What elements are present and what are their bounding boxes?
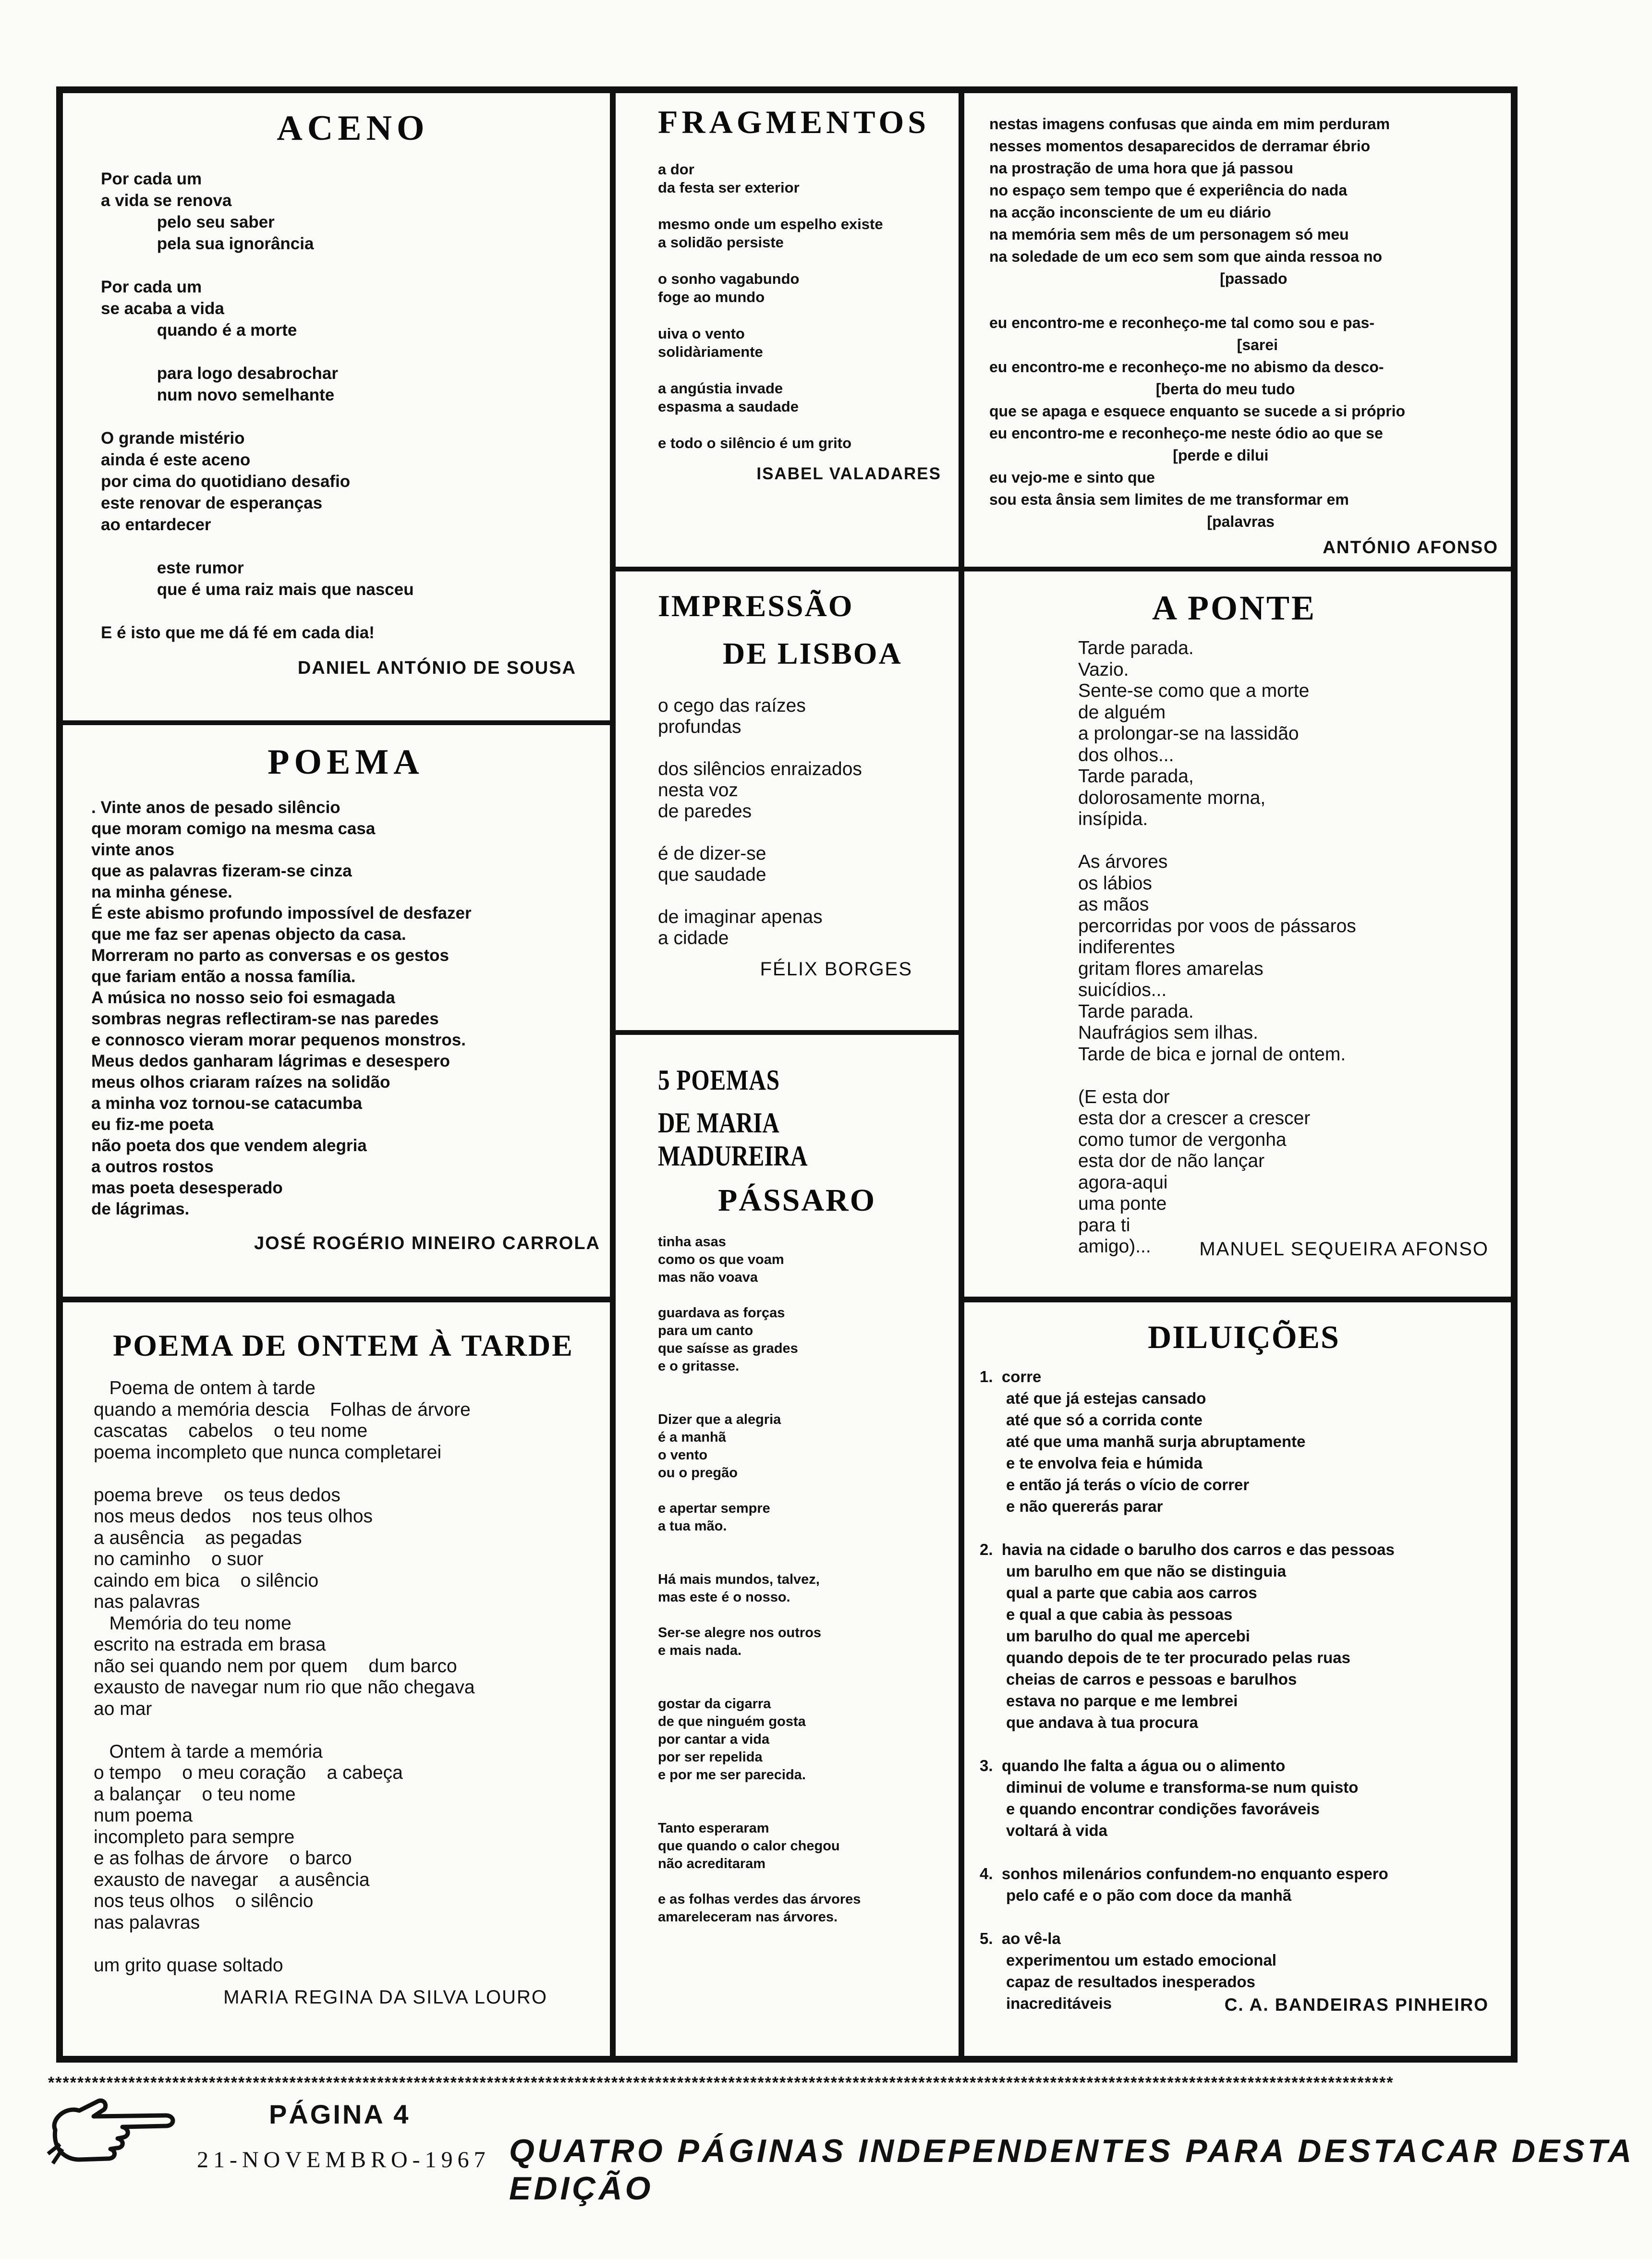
poem-line: até que só a corrida conte [980, 1411, 1203, 1429]
poem-line: pela sua ignorância [101, 234, 314, 253]
poem-line: é de dizer-se [658, 843, 766, 864]
poem-line: esta dor a crescer a crescer [1078, 1108, 1311, 1129]
poem-line: Há mais mundos, talvez, [658, 1572, 820, 1587]
poem-line: Por cada um [101, 170, 202, 188]
poem-line [101, 600, 605, 622]
poem-body [658, 695, 941, 949]
poem-line: na acção inconsciente de um eu diário [989, 204, 1271, 221]
issue-date: 21-NOVEMBRO-1967 [197, 2147, 490, 2173]
poem-line: escrito na estrada em brasa [94, 1634, 326, 1655]
poem-title: ACENO [277, 109, 429, 148]
divider-imagens-ponte [963, 567, 1515, 571]
poem-line [101, 255, 605, 276]
poem-line [658, 197, 941, 215]
poem-line: na memória sem mês de um personagem só meu [989, 226, 1349, 243]
poem-line: Por cada um [101, 278, 202, 296]
poem-line: mesmo onde um espelho existe [658, 216, 883, 232]
poem-line: no caminho o suor [94, 1549, 264, 1569]
poem-line [658, 1375, 946, 1393]
poem-line: para logo desabrochar [101, 364, 339, 383]
poem-line [94, 1463, 605, 1485]
poem-line [658, 1606, 946, 1624]
poem-line: poema incompleto que nunca completarei [94, 1442, 442, 1463]
poem-line: a balançar o teu nome [94, 1784, 296, 1805]
poem-line: gritam flores amarelas [1078, 958, 1263, 979]
poem-line: este renovar de esperanças [101, 494, 323, 512]
poem-line: exausto de navegar num rio que não chegava [94, 1677, 475, 1698]
divider-frag-impressao [615, 567, 960, 571]
poem-line: nestas imagens confusas que ainda em mim perduram [989, 115, 1390, 133]
poem-line [1078, 1065, 1498, 1087]
poem-body [658, 160, 941, 452]
poem-line: este rumor [101, 559, 244, 577]
poem-line [101, 341, 605, 363]
poem-line: As árvores [1078, 851, 1168, 872]
poem-title: DILUIÇÕES [1148, 1319, 1340, 1355]
poem-line: o tempo o meu coração a cabeça [94, 1762, 403, 1783]
poem-line [658, 1677, 946, 1695]
poem-line: nos teus olhos o silêncio [94, 1891, 314, 1911]
poem-line: eu vejo-me e sinto que [989, 469, 1155, 486]
poem-line: a tua mão. [658, 1518, 727, 1534]
poem-diluicoes [980, 1318, 1508, 2015]
poem-line: suicídios... [1078, 980, 1167, 1000]
poem-line [980, 1733, 1508, 1755]
poem-author: MANUEL SEQUEIRA AFONSO [1199, 1238, 1489, 1260]
poem-author: ANTÓNIO AFONSO [1323, 537, 1498, 557]
poem-line: o sonho vagabundo [658, 270, 800, 287]
poem-title: FRAGMENTOS [658, 104, 930, 140]
poem-madureira [658, 1064, 946, 1926]
poem-body [658, 1233, 946, 1926]
poem-line [989, 290, 1498, 312]
poem-line: e as folhas verdes das árvores [658, 1892, 861, 1907]
poem-line: que saísse as grades [658, 1341, 798, 1356]
poem-line: de paredes [658, 801, 752, 822]
poem-line: e não quererás parar [980, 1497, 1163, 1515]
poem-line [101, 535, 605, 557]
poem-line: Ontem à tarde a memória [94, 1741, 323, 1762]
poem-line: Tanto esperaram [658, 1821, 769, 1836]
poem-line: cheias de carros e pessoas e barulhos [980, 1670, 1297, 1688]
poem-line: a prolongar-se na lassidão [1078, 723, 1299, 744]
poem-line: a vida se renova [101, 191, 232, 210]
poem-line: tinha asas [658, 1234, 726, 1250]
poem-line: 1. corre [980, 1368, 1042, 1385]
poem-line: ainda é este aceno [101, 450, 251, 469]
poem-line: o cego das raízes [658, 695, 806, 716]
poem-line: uiva o vento [658, 325, 745, 342]
poem-line: não sei quando nem por quem dum barco [94, 1655, 457, 1676]
poem-line [980, 1906, 1508, 1928]
poem-title: POEMA DE ONTEM À TARDE [113, 1328, 574, 1362]
poem-line: e então já terás o vício de correr [980, 1476, 1250, 1494]
poem-line: a cidade [658, 928, 729, 948]
poem-line: por cima do quotidiano desafio [101, 472, 351, 491]
poem-line [658, 738, 941, 759]
poem-line: 5. ao vê-la [980, 1930, 1061, 1947]
poem-body [91, 797, 600, 1220]
poem-line: o vento [658, 1447, 708, 1463]
poem-line: Tarde parada, [1078, 766, 1194, 787]
poem-line: que saudade [658, 864, 766, 885]
poem-line: Vazio. [1078, 659, 1129, 680]
poem-title-line-3: PÁSSARO [718, 1183, 876, 1218]
poem-line: para um canto [658, 1323, 753, 1338]
poem-line [101, 406, 605, 427]
poem-line: ou o pregão [658, 1465, 738, 1481]
poem-author: ISABEL VALADARES [756, 464, 941, 483]
poem-line [658, 1535, 946, 1553]
poem-line [658, 416, 941, 434]
poem-line: incompleto para sempre [94, 1826, 295, 1847]
poem-line [658, 1873, 946, 1891]
poem-line: nesta voz [658, 780, 738, 801]
poem-line: ao mar [94, 1698, 152, 1719]
poem-line: Meus dedos ganharam lágrimas e desespero [91, 1052, 450, 1070]
poem-line: eu fiz-me poeta [91, 1115, 214, 1134]
poem-author: JOSÉ ROGÉRIO MINEIRO CARROLA [254, 1233, 600, 1253]
poem-line: vinte anos [91, 840, 175, 859]
poem-line: e as folhas de árvore o barco [94, 1848, 352, 1869]
poem-line: nesses momentos desaparecidos de derramar ébrio [989, 137, 1371, 155]
poem-line: da festa ser exterior [658, 179, 800, 196]
poem-imagens [989, 113, 1498, 558]
poem-line: não poeta dos que vendem alegria [91, 1136, 367, 1155]
poem-line: 3. quando lhe falta a água ou o alimento [980, 1757, 1286, 1774]
poem-line: Naufrágios sem ilhas. [1078, 1022, 1258, 1043]
poem-line: 2. havia na cidade o barulho dos carros e das pessoas [980, 1541, 1395, 1558]
poem-title-line-2: DE MARIA MADUREIRA [658, 1107, 808, 1172]
poem-line [658, 306, 941, 325]
poem-body [989, 113, 1498, 533]
poem-line: é a manhã [658, 1430, 726, 1445]
poem-line: nos meus dedos nos teus olhos [94, 1506, 373, 1527]
poem-line: a angústia invade [658, 380, 783, 397]
poem-ontem [82, 1328, 605, 2008]
poem-line: até que já estejas cansado [980, 1389, 1206, 1407]
poem-line: e o gritasse. [658, 1359, 740, 1374]
poem-line: capaz de resultados inesperados [980, 1973, 1256, 1991]
divider-ponte-diluicoes [963, 1297, 1515, 1302]
poem-line: eu encontro-me e reconheço-me tal como sou e pas- [989, 314, 1374, 331]
poem-line: pelo seu saber [101, 213, 275, 231]
poem-line: quando a memória descia Folhas de árvore [94, 1399, 471, 1420]
poem-line: Sente-se como que a morte [1078, 680, 1310, 701]
poem-line [94, 1720, 605, 1741]
poem-line: A música no nosso seio foi esmagada [91, 988, 395, 1007]
poem-line: a minha voz tornou-se catacumba [91, 1094, 363, 1113]
divider-poema-ontem [60, 1297, 612, 1302]
column-divider-1 [610, 89, 616, 2060]
poem-line: uma ponte [1078, 1193, 1167, 1214]
poem-line: na soledade de um eco sem som que ainda ressoa no [989, 248, 1383, 265]
poem-line: poema breve os teus dedos [94, 1484, 340, 1506]
poem-line: [sarei [989, 336, 1278, 353]
poem-line: insípida. [1078, 809, 1148, 829]
poem-line [1078, 830, 1498, 852]
poem-line: nas palavras [94, 1591, 200, 1612]
poem-line: por cantar a vida [658, 1732, 770, 1747]
poem-body [101, 168, 605, 644]
poem-aceno [101, 108, 605, 679]
poem-line: e mais nada. [658, 1643, 742, 1658]
poem-line: estava no parque e me lembrei [980, 1692, 1238, 1710]
poem-line: quando é a morte [101, 321, 297, 340]
poem-title-line-1: 5 POEMAS [658, 1064, 780, 1096]
poem-line: a solidão persiste [658, 234, 784, 251]
poem-line: profundas [658, 717, 741, 737]
poem-line: Tarde parada. [1078, 638, 1194, 658]
poem-line: Morreram no parto as conversas e os gestos [91, 946, 449, 965]
poem-impressao [658, 588, 941, 980]
poem-line: voltará à vida [980, 1822, 1107, 1839]
poem-line: que as palavras fizeram-se cinza [91, 862, 352, 880]
poem-line: de lágrimas. [91, 1200, 190, 1218]
poem-line: num poema [94, 1805, 193, 1826]
poem-line: diminui de volume e transforma-se num quisto [980, 1778, 1359, 1796]
poem-line: espasma a saudade [658, 398, 799, 415]
poem-line: mas poeta desesperado [91, 1178, 283, 1197]
poem-line [980, 1841, 1508, 1863]
poem-line: pelo café e o pão com doce da manhã [980, 1886, 1292, 1904]
poem-line: se acaba a vida [101, 299, 224, 318]
poem-title-line-2: DE LISBOA [723, 636, 902, 670]
poem-line: Ser-se alegre nos outros [658, 1625, 822, 1640]
poem-line: a dor [658, 161, 694, 178]
poem-line: de que ninguém gosta [658, 1714, 806, 1729]
poem-line: e connosco vieram morar pequenos monstros. [91, 1031, 466, 1049]
poem-line: que é uma raiz mais que nasceu [101, 580, 414, 599]
poem-title: A PONTE [1152, 589, 1317, 627]
poem-line: como tumor de vergonha [1078, 1129, 1287, 1150]
poem-body [82, 1378, 605, 1976]
poem-line: [berta do meu tudo [989, 380, 1295, 398]
poem-line: E é isto que me dá fé em cada dia! [101, 623, 375, 642]
poem-line [658, 1784, 946, 1802]
poem-fragmentos [658, 103, 941, 484]
poem-line: nas palavras [94, 1912, 200, 1933]
poem-line: 4. sonhos milenários confundem-no enquanto espero [980, 1865, 1388, 1882]
pointing-hand-icon [46, 2096, 180, 2168]
poem-author: C. A. BANDEIRAS PINHEIRO [1224, 1995, 1489, 2015]
poem-poema [91, 742, 600, 1254]
poem-line [94, 1933, 605, 1955]
poem-line: como os que voam [658, 1252, 784, 1267]
poem-line: que andava à tua procura [980, 1713, 1198, 1731]
poem-line: a outros rostos [91, 1157, 214, 1176]
poem-line: na prostração de uma hora que já passou [989, 159, 1294, 177]
poem-line: na minha génese. [91, 883, 232, 901]
poem-line: não acreditaram [658, 1856, 766, 1871]
column-divider-2 [959, 89, 964, 2060]
poem-line: exausto de navegar a ausência [94, 1869, 370, 1890]
poem-line [658, 1287, 946, 1304]
page-number: PÁGINA 4 [269, 2099, 411, 2129]
poem-line: qual a parte que cabia aos carros [980, 1584, 1257, 1602]
poem-line: dos olhos... [1078, 744, 1174, 765]
poem-line [658, 252, 941, 270]
poem-line: . Vinte anos de pesado silêncio [91, 798, 340, 817]
poem-line: por ser repelida [658, 1749, 763, 1765]
poem-line: que moram comigo na mesma casa [91, 819, 376, 838]
poem-line [658, 1660, 946, 1677]
poem-line: indiferentes [1078, 937, 1175, 958]
poem-line: até que uma manhã surja abruptamente [980, 1433, 1306, 1450]
poem-line [658, 886, 941, 907]
poem-line: e qual a que cabia às pessoas [980, 1605, 1233, 1623]
poem-line: de imaginar apenas [658, 907, 823, 927]
poem-line: Memória do teu nome [94, 1613, 292, 1634]
poem-line: meus olhos criaram raízes na solidão [91, 1073, 390, 1092]
poem-line: dos silêncios enraizados [658, 759, 862, 779]
poem-line: e quando encontrar condições favoráveis [980, 1800, 1320, 1818]
poem-line: num novo semelhante [101, 386, 335, 404]
poem-line [980, 1517, 1508, 1539]
poem-line: É este abismo profundo impossível de desfazer [91, 904, 472, 923]
poem-line: ao entardecer [101, 515, 211, 534]
poem-body [980, 1366, 1508, 2014]
poem-line: Tarde parada. [1078, 1001, 1194, 1022]
poem-line: que quando o calor chegou [658, 1838, 840, 1854]
poem-line: um barulho do qual me apercebi [980, 1627, 1250, 1645]
poem-line: guardava as forças [658, 1305, 785, 1321]
poem-line: dolorosamente morna, [1078, 787, 1266, 808]
poem-line: inacreditáveis [980, 1994, 1112, 2012]
poem-body [970, 638, 1498, 1258]
poem-line: mas este é o nosso. [658, 1590, 790, 1605]
poem-line: experimentou um estado emocional [980, 1951, 1276, 1969]
poem-line: [perde e dilui [989, 447, 1269, 464]
poem-line: esta dor de não lançar [1078, 1151, 1265, 1171]
poem-author: MARIA REGINA DA SILVA LOURO [223, 1987, 547, 2008]
divider-impressao-madureira [615, 1030, 960, 1035]
poem-line: eu encontro-me e reconheço-me no abismo da desco- [989, 358, 1384, 376]
poem-line: no espaço sem tempo que é experiência do nada [989, 182, 1348, 199]
poem-line: amigo)... [1078, 1236, 1151, 1257]
poem-line: a ausência as pegadas [94, 1527, 302, 1548]
poem-line: os lábios [1078, 873, 1152, 894]
poem-line: amareleceram nas árvores. [658, 1909, 838, 1925]
poem-line: caindo em bica o silêncio [94, 1570, 319, 1591]
poem-line: as mãos [1078, 894, 1149, 915]
poem-author: FÉLIX BORGES [760, 959, 912, 980]
poem-title: POEMA [267, 742, 424, 782]
poem-line: solidàriamente [658, 343, 763, 360]
poem-line: que fariam então a nossa família. [91, 967, 356, 986]
poem-line: foge ao mundo [658, 289, 765, 305]
poem-line: (E esta dor [1078, 1086, 1170, 1107]
poem-line [658, 361, 941, 379]
poem-line: de alguém [1078, 702, 1166, 723]
star-border: **************************************************************************************************************************************************************************************** [48, 2074, 1394, 2092]
poem-line: sou esta ânsia sem limites de me transformar em [989, 491, 1349, 508]
poem-line: e te envolva feia e húmida [980, 1454, 1203, 1472]
poem-line: O grande mistério [101, 429, 245, 448]
poem-line: Tarde de bica e jornal de ontem. [1078, 1044, 1346, 1065]
poem-line: para ti [1078, 1215, 1130, 1236]
poem-line: e apertar sempre [658, 1501, 770, 1516]
poem-line: e por me ser parecida. [658, 1767, 806, 1783]
poem-line: percorridas por voos de pássaros [1078, 915, 1356, 936]
poem-line: que me faz ser apenas objecto da casa. [91, 925, 406, 944]
poem-line [658, 1802, 946, 1820]
poem-line: um grito quase soltado [94, 1955, 283, 1976]
poem-line: Poema de ontem à tarde [94, 1378, 316, 1398]
poem-line: [passado [989, 270, 1288, 287]
poem-line: gostar da cigarra [658, 1696, 771, 1712]
poem-ponte [970, 588, 1498, 1260]
poem-line: Dizer que a alegria [658, 1412, 781, 1427]
divider-aceno-poema [60, 720, 612, 725]
poem-line [658, 1553, 946, 1571]
poem-line [658, 822, 941, 843]
poem-line: eu encontro-me e reconheço-me neste ódio ao que se [989, 425, 1383, 442]
edition-tagline: QUATRO PÁGINAS INDEPENDENTES PARA DESTACAR DESTA EDIÇÃO [509, 2133, 1633, 2207]
poem-line: e todo o silêncio é um grito [658, 435, 852, 451]
poem-line: quando depois de te ter procurado pelas ruas [980, 1649, 1350, 1666]
poem-line [658, 1482, 946, 1500]
poem-line: mas não voava [658, 1270, 758, 1285]
poem-line: um barulho em que não se distinguia [980, 1562, 1287, 1580]
poem-line [658, 1393, 946, 1411]
poem-line: agora-aqui [1078, 1172, 1168, 1193]
poem-title-line-1: IMPRESSÃO [658, 589, 854, 623]
poem-line: cascatas cabelos o teu nome [94, 1421, 368, 1441]
poem-line: que se apaga e esquece enquanto se sucede a si próprio [989, 402, 1406, 420]
poem-author: DANIEL ANTÓNIO DE SOUSA [297, 658, 576, 678]
poem-line: [palavras [989, 513, 1275, 530]
poem-line: sombras negras reflectiram-se nas paredes [91, 1009, 439, 1028]
